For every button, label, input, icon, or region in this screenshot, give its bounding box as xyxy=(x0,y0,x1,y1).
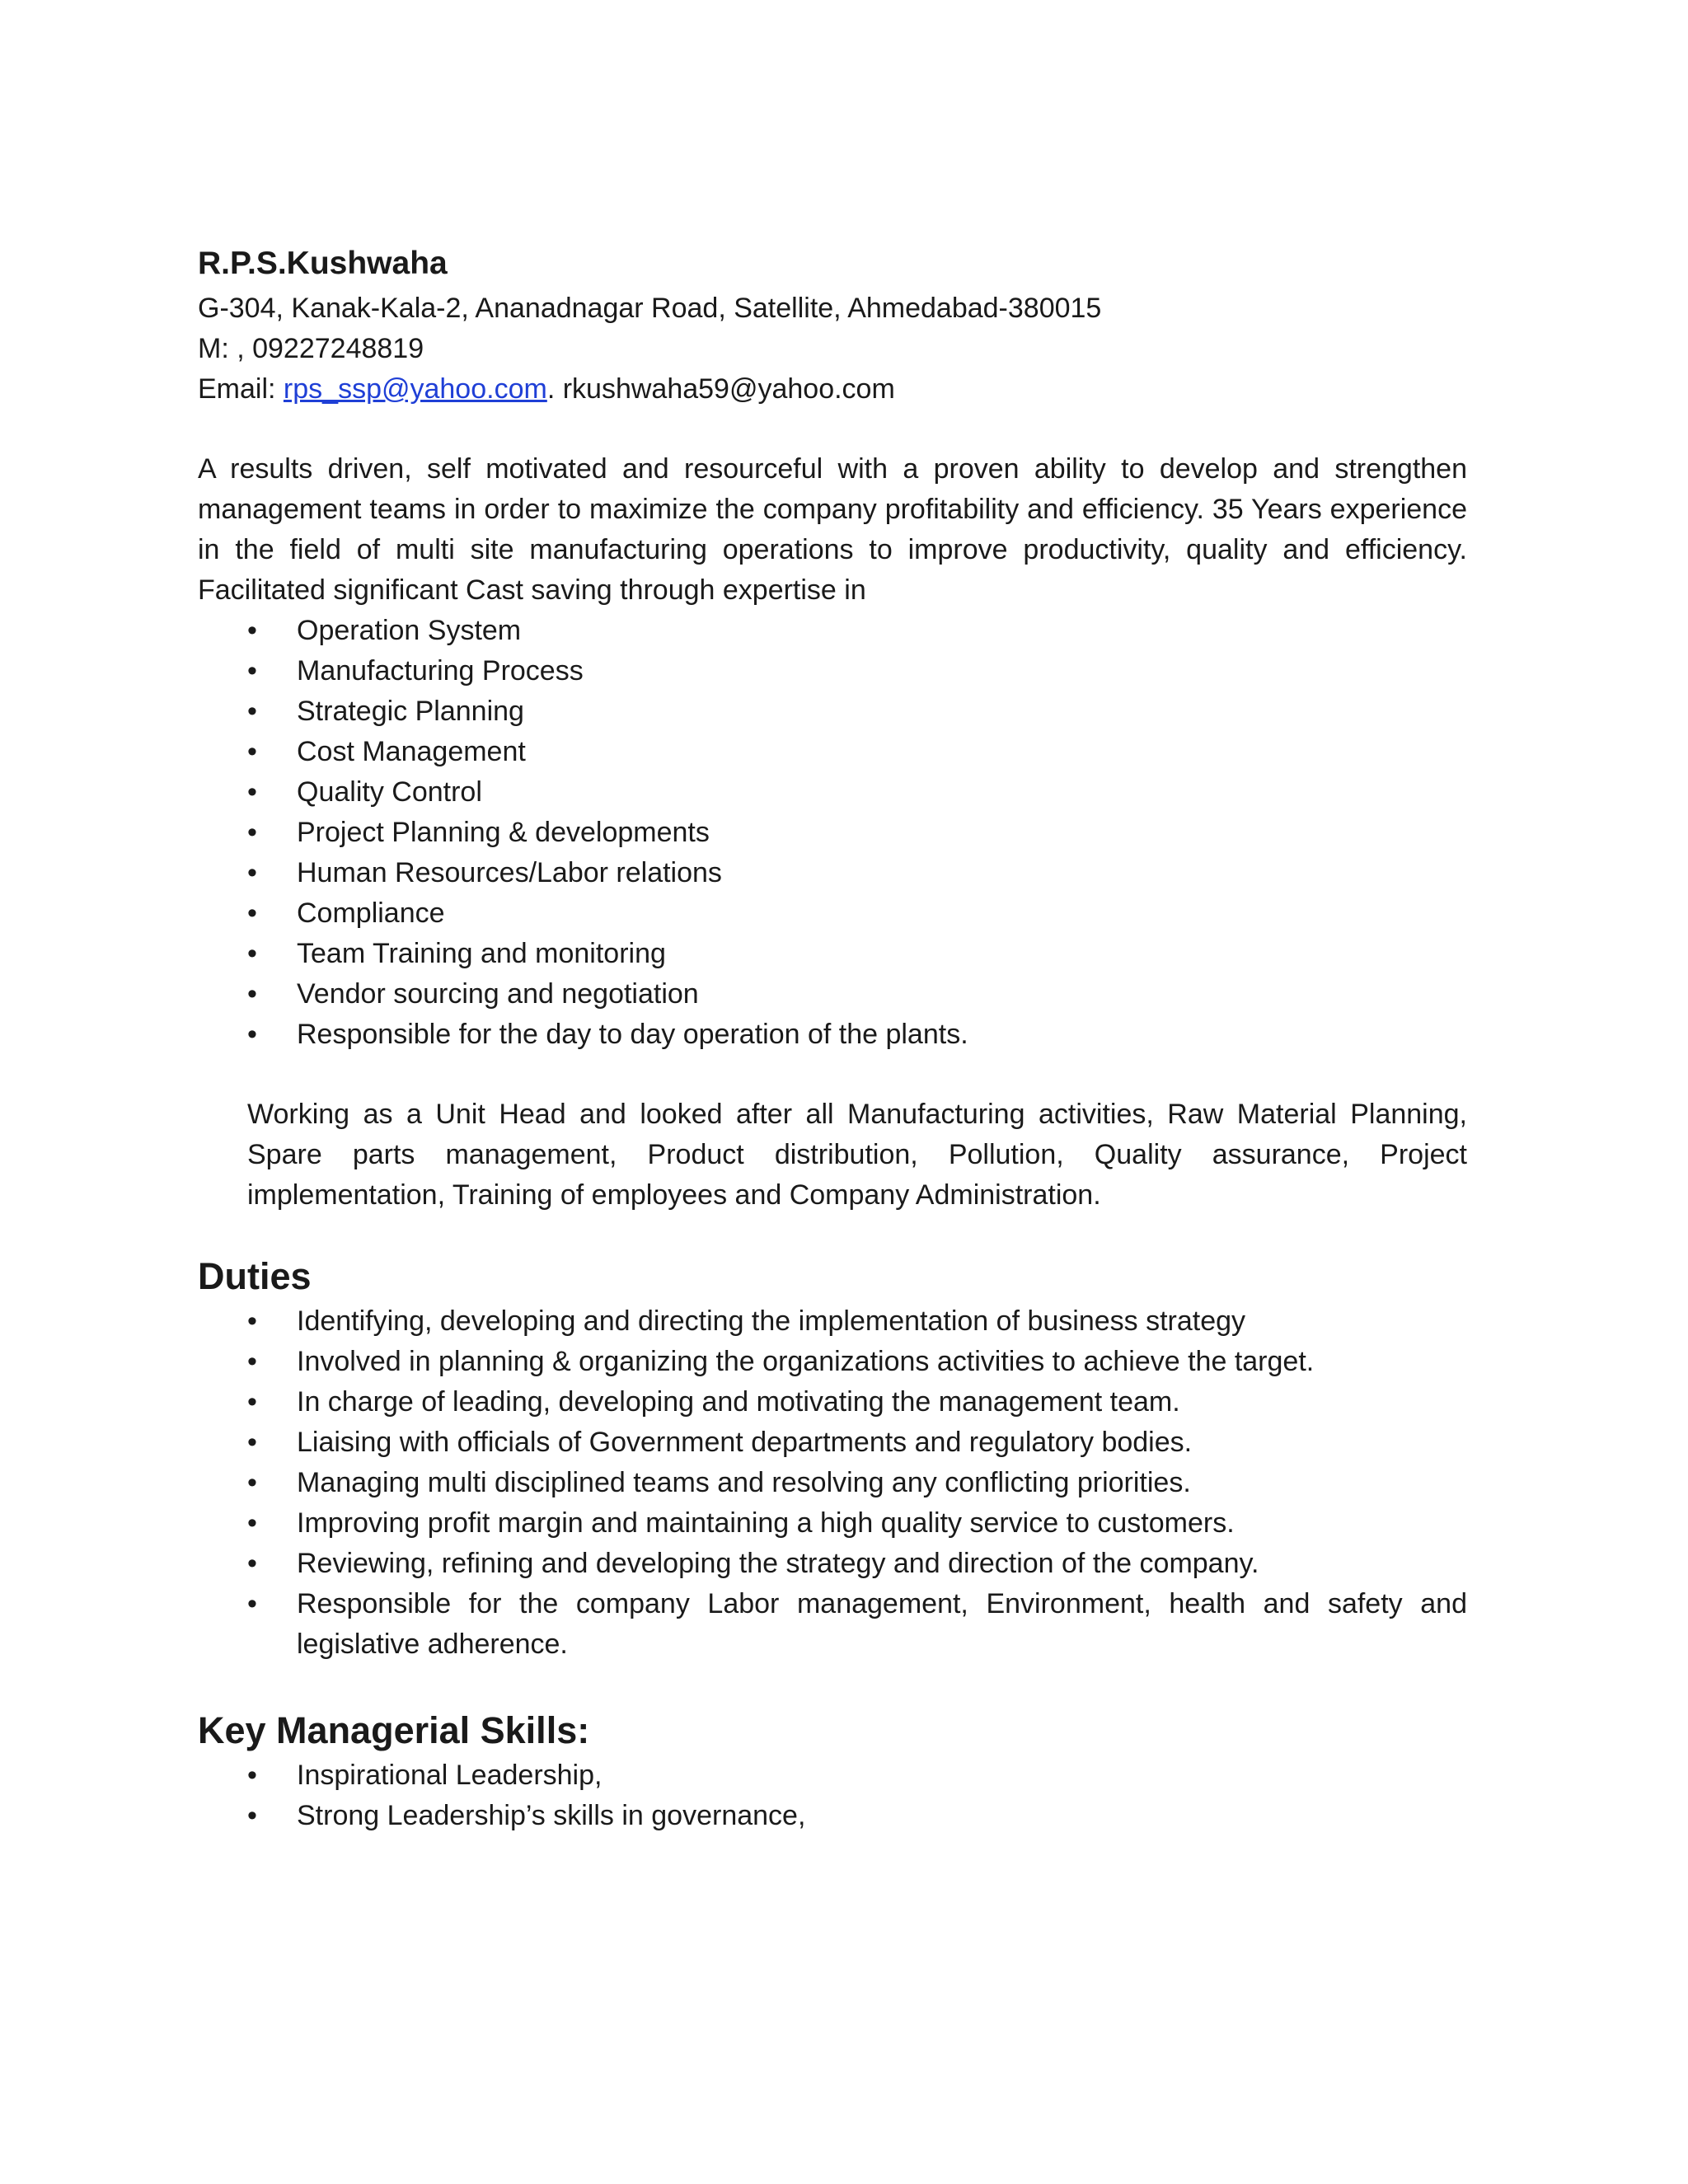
list-item-text: Strategic Planning xyxy=(297,696,524,727)
list-item xyxy=(247,732,1467,772)
bullet-icon: • xyxy=(247,938,257,969)
bullet-icon: • xyxy=(247,655,257,687)
expertise-list xyxy=(198,611,1467,1055)
email-label: Email: xyxy=(198,373,284,405)
list-item xyxy=(247,1796,1467,1836)
list-item xyxy=(247,1584,1467,1665)
list-item xyxy=(247,813,1467,853)
bullet-icon: • xyxy=(247,978,257,1010)
list-item-text: Vendor sourcing and negotiation xyxy=(297,978,699,1010)
bullet-icon: • xyxy=(247,817,257,848)
list-item xyxy=(247,691,1467,732)
list-item xyxy=(247,1503,1467,1544)
list-item-text: Responsible for the company Labor management, Environment, health and safety and legislative adherence. xyxy=(297,1588,1467,1660)
list-item-text: Strong Leadership’s skills in governance, xyxy=(297,1800,806,1831)
bullet-icon: • xyxy=(247,1800,257,1831)
bullet-icon: • xyxy=(247,1760,257,1791)
bullet-icon: • xyxy=(247,1467,257,1498)
list-item xyxy=(247,772,1467,813)
person-name: R.P.S.Kushwaha xyxy=(198,246,448,281)
list-item xyxy=(247,651,1467,691)
list-item xyxy=(247,893,1467,934)
bullet-icon: • xyxy=(247,857,257,888)
list-item-text: Managing multi disciplined teams and resolving any conflicting priorities. xyxy=(297,1467,1191,1498)
skills-heading: Key Managerial Skills: xyxy=(198,1709,590,1751)
bullet-icon: • xyxy=(247,696,257,727)
list-item xyxy=(247,1382,1467,1422)
bullet-icon: • xyxy=(247,1305,257,1337)
skills-list xyxy=(198,1755,1467,1836)
list-item-text: Human Resources/Labor relations xyxy=(297,857,722,888)
bullet-icon: • xyxy=(247,776,257,808)
duties-list xyxy=(198,1301,1467,1665)
list-item-text: In charge of leading, developing and motivating the management team. xyxy=(297,1386,1180,1418)
list-item-text: Improving profit margin and maintaining a high quality service to customers. xyxy=(297,1507,1235,1539)
address-line: G-304, Kanak-Kala-2, Ananadnagar Road, Satellite, Ahmedabad-380015 xyxy=(198,293,1102,324)
email-line xyxy=(198,369,1467,410)
list-item-text: Involved in planning & organizing the organizations activities to achieve the target. xyxy=(297,1346,1315,1377)
bullet-icon: • xyxy=(247,1019,257,1050)
bullet-icon: • xyxy=(247,736,257,767)
unit-head-paragraph: Working as a Unit Head and looked after all Manufacturing activities, Raw Material Planning, Spare parts management, Product distribution, Pollution, Quality assurance, Project implementation, Training of employees and Company Administration. xyxy=(247,1099,1467,1211)
list-item xyxy=(247,1422,1467,1463)
list-item-text: Compliance xyxy=(297,898,445,929)
bullet-icon: • xyxy=(247,1507,257,1539)
list-item xyxy=(247,1342,1467,1382)
list-item-text: Project Planning & developments xyxy=(297,817,710,848)
list-item xyxy=(247,1463,1467,1503)
list-item-text: Operation System xyxy=(297,615,522,646)
list-item-text: Liaising with officials of Government departments and regulatory bodies. xyxy=(297,1427,1193,1458)
list-item-text: Reviewing, refining and developing the strategy and direction of the company. xyxy=(297,1548,1259,1579)
email-secondary: rkushwaha59@yahoo.com xyxy=(562,373,895,405)
summary-paragraph: A results driven, self motivated and resourceful with a proven ability to develop and strengthen management teams in order to maximize the company profitability and efficiency. 35 Years experience in the field of multi site manufacturing operations to improve productivity, quality and efficiency. Facilitated significant Cast saving through expertise in xyxy=(198,453,1467,606)
list-item-text: Responsible for the day to day operation of the plants. xyxy=(297,1019,968,1050)
bullet-icon: • xyxy=(247,1346,257,1377)
list-item-text: Manufacturing Process xyxy=(297,655,584,687)
list-item xyxy=(247,934,1467,974)
list-item xyxy=(247,1015,1467,1055)
email-separator: . xyxy=(546,373,563,405)
bullet-icon: • xyxy=(247,1548,257,1579)
bullet-icon: • xyxy=(247,615,257,646)
list-item-text: Identifying, developing and directing the implementation of business strategy xyxy=(297,1305,1246,1337)
list-item xyxy=(247,1755,1467,1796)
list-item-text: Team Training and monitoring xyxy=(297,938,666,969)
bullet-icon: • xyxy=(247,1386,257,1418)
list-item xyxy=(247,1301,1467,1342)
list-item xyxy=(247,611,1467,651)
bullet-icon: • xyxy=(247,1588,257,1619)
list-item-text: Inspirational Leadership, xyxy=(297,1760,603,1791)
list-item-text: Quality Control xyxy=(297,776,482,808)
duties-heading: Duties xyxy=(198,1255,312,1297)
list-item xyxy=(247,1544,1467,1584)
bullet-icon: • xyxy=(247,1427,257,1458)
resume-page xyxy=(198,239,1467,1836)
list-item xyxy=(247,853,1467,893)
list-item xyxy=(247,974,1467,1015)
email-primary-link[interactable]: rps_ssp@yahoo.com xyxy=(283,373,547,405)
mobile-line: M: , 09227248819 xyxy=(198,333,424,364)
bullet-icon: • xyxy=(247,898,257,929)
list-item-text: Cost Management xyxy=(297,736,526,767)
